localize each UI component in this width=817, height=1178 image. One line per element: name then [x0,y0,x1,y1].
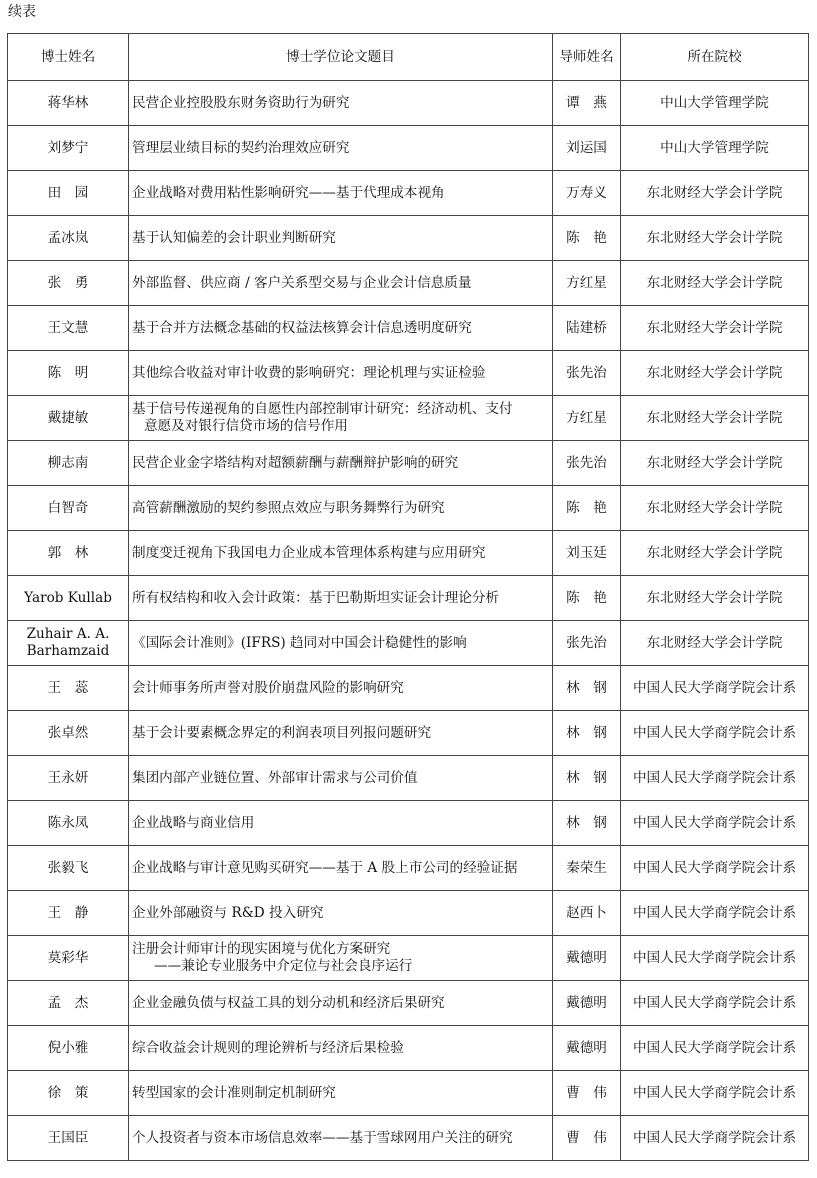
school-name: 中国人民大学商学院会计系 [621,1026,809,1071]
student-name-cell [8,261,129,306]
table-row [8,306,809,351]
school-name: 中国人民大学商学院会计系 [621,756,809,801]
student-name-cell [8,126,129,171]
advisor-name: 张先治 [553,621,621,666]
school-name: 中国人民大学商学院会计系 [621,711,809,756]
thesis-title-cell [129,396,553,441]
school-name: 东北财经大学会计学院 [621,576,809,621]
thesis-title: 企业外部融资与 R&D 投入研究 [132,904,324,921]
student-name-cell [8,441,129,486]
advisor-name: 林 钢 [553,801,621,846]
advisor-name: 陆建桥 [553,306,621,351]
student-name-cell [8,846,129,891]
thesis-title-cell [129,756,553,801]
student-name: 王文慧 [47,319,89,336]
student-name-cell [8,666,129,711]
thesis-title: 注册会计师审计的现实困境与优化方案研究 [132,941,391,957]
school-name: 东北财经大学会计学院 [621,171,809,216]
thesis-title: 民营企业金字塔结构对超额薪酬与薪酬辩护影响的研究 [132,454,459,471]
thesis-title: 高管薪酬激励的契约参照点效应与职务舞弊行为研究 [132,499,445,516]
thesis-title: 企业金融负债与权益工具的划分动机和经济后果研究 [132,994,445,1011]
table-row [8,261,809,306]
student-name: 孟冰岚 [47,229,89,246]
student-name-cell [8,171,129,216]
student-name-line2: Barhamzaid [26,643,110,659]
school-name: 中国人民大学商学院会计系 [621,666,809,711]
thesis-title: 企业战略与商业信用 [132,814,255,831]
header-school: 所在院校 [621,34,809,81]
thesis-title-cell [129,981,553,1026]
student-name: 田 园 [47,184,89,201]
school-name: 中国人民大学商学院会计系 [621,981,809,1026]
student-name: 郭 林 [47,544,89,561]
school-name: 东北财经大学会计学院 [621,531,809,576]
school-name: 东北财经大学会计学院 [621,261,809,306]
header-row [8,34,809,81]
thesis-title-cell [129,891,553,936]
thesis-title-cell [129,936,553,981]
thesis-title-cell [129,621,553,666]
student-name-cell [8,576,129,621]
table-row [8,126,809,171]
advisor-name: 陈 艳 [553,216,621,261]
thesis-title: 企业战略对费用粘性影响研究——基于代理成本视角 [132,184,445,201]
student-name-cell [8,936,129,981]
table-row [8,1026,809,1071]
thesis-title-cell [129,801,553,846]
table-row [8,846,809,891]
advisor-name: 林 钢 [553,711,621,756]
advisor-name: 张先治 [553,441,621,486]
thesis-title-cell [129,846,553,891]
advisor-name: 戴德明 [553,1026,621,1071]
table-body [8,81,809,1161]
thesis-title: 基于认知偏差的会计职业判断研究 [132,229,336,246]
thesis-title-cell [129,1026,553,1071]
thesis-title: 所有权结构和收入会计政策：基于巴勒斯坦实证会计理论分析 [132,589,500,606]
thesis-title: 民营企业控股股东财务资助行为研究 [132,94,350,111]
student-name-cell [8,306,129,351]
advisor-name: 林 钢 [553,756,621,801]
table-row [8,396,809,441]
student-name-cell [8,1026,129,1071]
thesis-title: 集团内部产业链位置、外部审计需求与公司价值 [132,769,418,786]
student-name-cell [8,1071,129,1116]
student-name: 王 蕊 [47,679,89,696]
thesis-title-cell [129,441,553,486]
thesis-table [7,33,809,1161]
table-row [8,576,809,621]
thesis-title: 会计师事务所声誉对股价崩盘风险的影响研究 [132,679,404,696]
school-name: 中国人民大学商学院会计系 [621,1116,809,1161]
school-name: 中国人民大学商学院会计系 [621,846,809,891]
thesis-title: 管理层业绩目标的契约治理效应研究 [132,139,350,156]
student-name-cell [8,81,129,126]
advisor-name: 曹 伟 [553,1071,621,1116]
table-row [8,891,809,936]
school-name: 东北财经大学会计学院 [621,216,809,261]
thesis-title-cell [129,531,553,576]
student-name: 陈永凤 [47,814,89,831]
school-name: 中国人民大学商学院会计系 [621,1071,809,1116]
thesis-title: 《国际会计准则》(IFRS) 趋同对中国会计稳健性的影响 [132,634,467,651]
table-row [8,1116,809,1161]
thesis-title-cell [129,126,553,171]
thesis-title-cell [129,1116,553,1161]
header-student: 博士姓名 [8,34,129,81]
student-name-cell [8,351,129,396]
header-advisor: 导师姓名 [553,34,621,81]
school-name: 中国人民大学商学院会计系 [621,801,809,846]
thesis-title-line2: 意愿及对银行信贷市场的信号作用 [144,418,348,434]
advisor-name: 方红星 [553,396,621,441]
table-row [8,441,809,486]
thesis-title: 基于信号传递视角的自愿性内部控制审计研究：经济动机、支付 [132,401,513,417]
student-name: 张 勇 [47,274,89,291]
thesis-title: 基于会计要素概念界定的利润表项目列报问题研究 [132,724,432,741]
student-name: 白智奇 [47,499,89,516]
advisor-name: 曹 伟 [553,1116,621,1161]
school-name: 中山大学管理学院 [621,81,809,126]
table-row [8,81,809,126]
table-caption: 续表 [8,4,36,20]
student-name-cell [8,486,129,531]
table-row [8,981,809,1026]
thesis-title-cell [129,711,553,756]
student-name: 张毅飞 [47,859,89,876]
student-name: 王国臣 [47,1129,89,1146]
thesis-title: 外部监督、供应商 / 客户关系型交易与企业会计信息质量 [132,274,472,291]
thesis-title-cell [129,486,553,531]
student-name-cell [8,711,129,756]
table-row [8,171,809,216]
school-name: 东北财经大学会计学院 [621,441,809,486]
advisor-name: 万寿义 [553,171,621,216]
advisor-name: 刘运国 [553,126,621,171]
school-name: 中国人民大学商学院会计系 [621,936,809,981]
advisor-name: 秦荣生 [553,846,621,891]
student-name-cell [8,531,129,576]
thesis-title-cell [129,666,553,711]
advisor-name: 陈 艳 [553,486,621,531]
student-name: 陈 明 [47,364,89,381]
student-name-cell [8,981,129,1026]
thesis-title-cell [129,81,553,126]
table-row [8,621,809,666]
table-row [8,801,809,846]
thesis-title-cell [129,171,553,216]
student-name: 戴捷敏 [47,409,89,426]
thesis-title-cell [129,306,553,351]
school-name: 东北财经大学会计学院 [621,486,809,531]
student-name: 王 静 [47,904,89,921]
student-name: Yarob Kullab [24,589,112,606]
thesis-title-line2: ——兼论专业服务中介定位与社会良序运行 [154,958,413,974]
student-name-cell [8,396,129,441]
student-name-cell [8,216,129,261]
student-name: 徐 策 [47,1084,89,1101]
thesis-title: 个人投资者与资本市场信息效率——基于雪球网用户关注的研究 [132,1129,513,1146]
student-name-cell [8,891,129,936]
table-row [8,486,809,531]
school-name: 中国人民大学商学院会计系 [621,891,809,936]
thesis-title: 企业战略与审计意见购买研究——基于 A 股上市公司的经验证据 [132,859,518,876]
student-name: 柳志南 [47,454,89,471]
student-name-cell [8,801,129,846]
advisor-name: 陈 艳 [553,576,621,621]
school-name: 东北财经大学会计学院 [621,396,809,441]
thesis-title: 制度变迁视角下我国电力企业成本管理体系构建与应用研究 [132,544,486,561]
table-row [8,216,809,261]
student-name: 蒋华林 [47,94,89,111]
table-row [8,531,809,576]
advisor-name: 方红星 [553,261,621,306]
thesis-title-cell [129,351,553,396]
thesis-title: 综合收益会计规则的理论辨析与经济后果检验 [132,1039,404,1056]
school-name: 东北财经大学会计学院 [621,621,809,666]
school-name: 东北财经大学会计学院 [621,351,809,396]
student-name-cell [8,1116,129,1161]
thesis-title-cell [129,216,553,261]
student-name: 孟 杰 [47,994,89,1011]
table-row [8,1071,809,1116]
student-name: Zuhair A. A. [26,626,110,642]
school-name: 东北财经大学会计学院 [621,306,809,351]
advisor-name: 张先治 [553,351,621,396]
student-name: 张卓然 [47,724,89,741]
table-row [8,756,809,801]
student-name: 王永妍 [47,769,89,786]
student-name: 莫彩华 [47,949,89,966]
advisor-name: 谭 燕 [553,81,621,126]
table-row [8,666,809,711]
student-name-cell [8,621,129,666]
table-row [8,711,809,756]
school-name: 中山大学管理学院 [621,126,809,171]
thesis-title-cell [129,576,553,621]
thesis-title: 其他综合收益对审计收费的影响研究：理论机理与实证检验 [132,364,486,381]
student-name-cell [8,756,129,801]
student-name: 倪小雅 [47,1039,89,1056]
thesis-title-cell [129,261,553,306]
header-title: 博士学位论文题目 [129,34,553,81]
student-name: 刘梦宁 [47,139,89,156]
thesis-title-cell [129,1071,553,1116]
table-row [8,351,809,396]
advisor-name: 刘玉廷 [553,531,621,576]
advisor-name: 戴德明 [553,936,621,981]
advisor-name: 赵西卜 [553,891,621,936]
advisor-name: 林 钢 [553,666,621,711]
thesis-title: 基于合并方法概念基础的权益法核算会计信息透明度研究 [132,319,472,336]
table-row [8,936,809,981]
thesis-title: 转型国家的会计准则制定机制研究 [132,1084,336,1101]
advisor-name: 戴德明 [553,981,621,1026]
